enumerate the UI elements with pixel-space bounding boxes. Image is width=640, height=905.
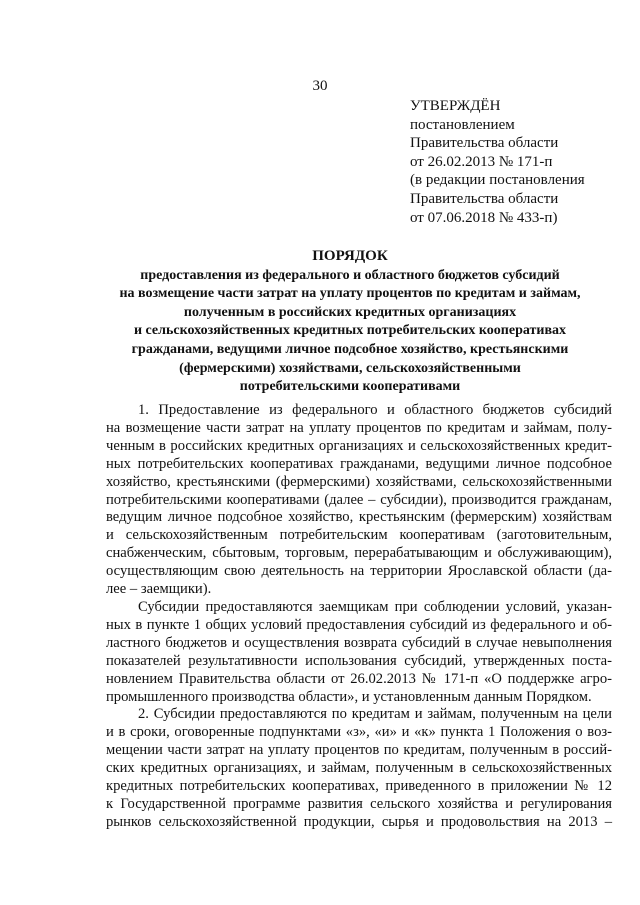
body-line: ченным в российских кредитных организациях и сельскохозяйственных кредит- [106,437,612,454]
body-line: промышленного производства области», и установленным данным Порядком. [106,688,592,705]
subtitle-line: предоставления из федерального и областного бюджетов субсидий [140,267,560,283]
body-text [106,402,612,832]
body-line: Субсидии предоставляются заемщикам при соблюдении условий, указан- [138,598,612,615]
body-line: ведущим личное подсобное хозяйство, крестьянским (фермерским) хозяйствам [106,509,612,526]
body-line: показателей результативности использования субсидий, утвержденных поста- [106,652,612,669]
approval-line: постановлением [410,116,515,133]
approval-line: УТВЕРЖДЁН [410,98,501,114]
approval-line: Правительства области [410,135,559,152]
approval-line: от 07.06.2018 № 433-п) [410,209,558,226]
body-line: потребительскими кооперативами (далее – субсидии), производится гражданам, [106,491,612,508]
body-line: ских кредитных организациях, и займам, полученным в сельскохозяйственных [106,760,612,777]
body-line: 1. Предоставление из федерального и областного бюджетов субсидий [138,402,612,418]
body-line: рынков сельскохозяйственной продукции, сырья и продовольствия на 2013 – [106,813,612,830]
body-line: к Государственной программе развития сельского хозяйства и регулирования [106,795,612,812]
body-line: мещении части затрат на уплату процентов по кредитам, полученным в россий- [106,742,612,759]
body-line: лее – заемщики). [106,581,212,598]
subtitle-line: потребительскими кооперативами [239,379,461,395]
body-line: кредитных потребительских кооперативах, приведенного в приложении № 12 [106,778,612,795]
subtitle-line: и сельскохозяйственных кредитных потребительских кооперативах [133,323,567,339]
body-line: снабженческим, сбытовым, торговым, перерабатывающим и обслуживающим), [106,545,612,562]
body-line: 2. Субсидии предоставляются по кредитам и займам, полученным на цели [138,706,612,723]
body-line: и сельскохозяйственным потребительским кооперативам (заготовительным, [106,527,612,544]
page-number: 30 [312,78,328,94]
body-line: ных потребительских кооперативах гражданами, ведущими личное подсобное [106,455,612,472]
body-line: хозяйство, крестьянскими (фермерскими) хозяйствами, сельскохозяйственными [106,473,612,490]
subtitle-line: (фермерскими) хозяйствами, сельскохозяйственными [179,360,521,376]
document-title: ПОРЯДОК [312,248,388,264]
body-line: ных в пункте 1 общих условий предоставления субсидий из федерального и об- [106,616,612,633]
approval-line: Правительства области [410,190,559,207]
body-line: осуществляющим свою деятельность на территории Ярославской области (да- [106,563,612,580]
approval-stamp [410,97,585,227]
approval-line: от 26.02.2013 № 171-п [410,153,553,170]
approval-line: (в редакции постановления [410,172,585,189]
document-heading [100,247,600,397]
body-line: и в сроки, оговоренные подпунктами «з», «и» и «к» пункта 1 Положения о воз- [106,724,612,741]
subtitle-line: на возмещение части затрат на уплату процентов по кредитам и займам, [119,286,581,302]
body-line: ластного бюджетов и осуществления возврата субсидий в случае невыполнения [106,634,612,651]
body-line: на возмещение части затрат на уплату процентов по кредитам и займам, полу- [106,419,612,436]
body-line: новлением Правительства области от 26.02.2013 № 171-п «О поддержке агро- [106,670,612,687]
subtitle-line: полученным в российских кредитных организациях [183,304,517,320]
subtitle-line: гражданами, ведущими личное подсобное хозяйство, крестьянскими [131,341,569,357]
